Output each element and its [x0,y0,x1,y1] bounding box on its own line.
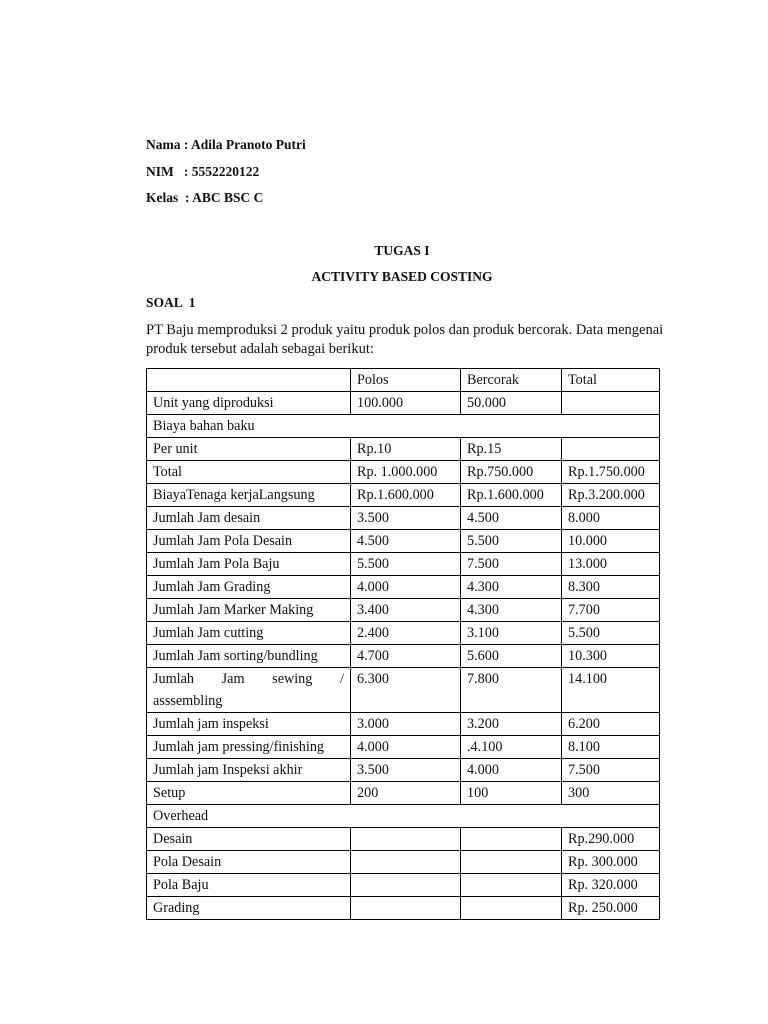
value-cell: 6.200 [562,713,660,736]
row-label-cell: Jumlah Jam cutting [147,622,351,645]
value-cell [461,828,562,851]
value-cell [562,438,660,461]
table-row [147,461,660,484]
value-cell: Rp.15 [461,438,562,461]
intro-paragraph: PT Baju memproduksi 2 produk yaitu produk polos dan produk bercorak. Data mengenai produk tersebut adalah sebagai berikut: [146,322,664,357]
value-cell: 4.000 [461,759,562,782]
value-cell [461,851,562,874]
value-cell: 7.800 [461,668,562,713]
value-cell [562,392,660,415]
row-label-cell: Total [147,461,351,484]
table-row [147,484,660,507]
section-label-cell: Biaya bahan baku [147,415,660,438]
row-label-cell: Pola Baju [147,874,351,897]
table-row [147,782,660,805]
value-cell [351,874,461,897]
table-row [147,507,660,530]
row-label-cell: BiayaTenaga kerjaLangsung [147,484,351,507]
value-cell: 2.400 [351,622,461,645]
value-cell [351,851,461,874]
value-cell: 3.100 [461,622,562,645]
value-cell: 3.000 [351,713,461,736]
value-cell: Rp. 300.000 [562,851,660,874]
value-cell: 8.300 [562,576,660,599]
student-name: Nama : Adila Pranoto Putri [146,137,306,152]
table-row [147,668,660,713]
value-cell: Rp. 1.000.000 [351,461,461,484]
table-row [147,622,660,645]
row-label-cell: Desain [147,828,351,851]
row-label-cell: Jumlah Jam Marker Making [147,599,351,622]
table-row [147,576,660,599]
value-cell [461,897,562,920]
table-row [147,599,660,622]
value-cell: 4.300 [461,576,562,599]
value-cell: 4.700 [351,645,461,668]
value-cell: 300 [562,782,660,805]
value-cell: 7.500 [461,553,562,576]
header-cell: Bercorak [461,369,562,392]
value-cell: 4.000 [351,576,461,599]
row-label-cell: Jumlah jam inspeksi [147,713,351,736]
value-cell: Rp.1.750.000 [562,461,660,484]
row-label-cell: Jumlah Jam Pola Baju [147,553,351,576]
section-label-cell: Overhead [147,805,660,828]
soal-heading: SOAL 1 [146,295,196,310]
value-cell: 5.500 [351,553,461,576]
value-cell: 7.500 [562,759,660,782]
table-row [147,392,660,415]
value-cell [461,874,562,897]
value-cell: 5.500 [461,530,562,553]
value-cell: 200 [351,782,461,805]
value-cell: Rp.3.200.000 [562,484,660,507]
subject-title: ACTIVITY BASED COSTING [311,269,493,284]
task-title: TUGAS I [374,243,430,258]
table-row [147,553,660,576]
value-cell: Rp. 250.000 [562,897,660,920]
value-cell: 4.300 [461,599,562,622]
value-cell [351,897,461,920]
value-cell: 3.200 [461,713,562,736]
header-cell [147,369,351,392]
value-cell: 8.100 [562,736,660,759]
value-cell: Rp.750.000 [461,461,562,484]
table-row [147,415,660,438]
value-cell: 6.300 [351,668,461,713]
value-cell: 14.100 [562,668,660,713]
value-cell: 100 [461,782,562,805]
table-row [147,736,660,759]
value-cell: 3.400 [351,599,461,622]
row-label-cell: Jumlah Jam Pola Desain [147,530,351,553]
row-label-cell: Per unit [147,438,351,461]
row-label-line: Jumlah Jam sewing / [153,671,344,687]
row-label-cell: Unit yang diproduksi [147,392,351,415]
value-cell: 50.000 [461,392,562,415]
value-cell: 4.500 [461,507,562,530]
row-label-cell: Jumlah jam pressing/finishing [147,736,351,759]
table-row [147,805,660,828]
row-label-cell: Jumlah Jam sorting/bundling [147,645,351,668]
value-cell: 13.000 [562,553,660,576]
value-cell: 10.000 [562,530,660,553]
value-cell: 4.000 [351,736,461,759]
value-cell: 100.000 [351,392,461,415]
value-cell: 4.500 [351,530,461,553]
table-row [147,874,660,897]
table-row [147,530,660,553]
row-label-cell: Jumlah jam Inspeksi akhir [147,759,351,782]
value-cell: 10.300 [562,645,660,668]
value-cell: 3.500 [351,507,461,530]
table-row [147,438,660,461]
value-cell: Rp.1.600.000 [461,484,562,507]
value-cell: 3.500 [351,759,461,782]
table-row [147,759,660,782]
value-cell: .4.100 [461,736,562,759]
header-cell: Polos [351,369,461,392]
value-cell: Rp.10 [351,438,461,461]
value-cell [351,828,461,851]
table-row [147,713,660,736]
row-label-cell [147,668,351,713]
row-label-cell: Pola Desain [147,851,351,874]
value-cell: Rp.1.600.000 [351,484,461,507]
table-row [147,828,660,851]
value-cell: 5.600 [461,645,562,668]
row-label-cell: Jumlah Jam Grading [147,576,351,599]
row-label-cell: Grading [147,897,351,920]
row-label-cell: Setup [147,782,351,805]
table-row [147,897,660,920]
table-header-row [147,369,660,392]
value-cell: Rp. 320.000 [562,874,660,897]
table-row [147,851,660,874]
value-cell: 5.500 [562,622,660,645]
value-cell: Rp.290.000 [562,828,660,851]
table-row [147,645,660,668]
student-class: Kelas : ABC BSC C [146,190,264,205]
row-label-line: asssembling [153,693,223,709]
header-cell: Total [562,369,660,392]
student-nim: NIM : 5552220122 [146,164,260,179]
value-cell: 8.000 [562,507,660,530]
cost-data-table [146,368,660,920]
value-cell: 7.700 [562,599,660,622]
row-label-cell: Jumlah Jam desain [147,507,351,530]
